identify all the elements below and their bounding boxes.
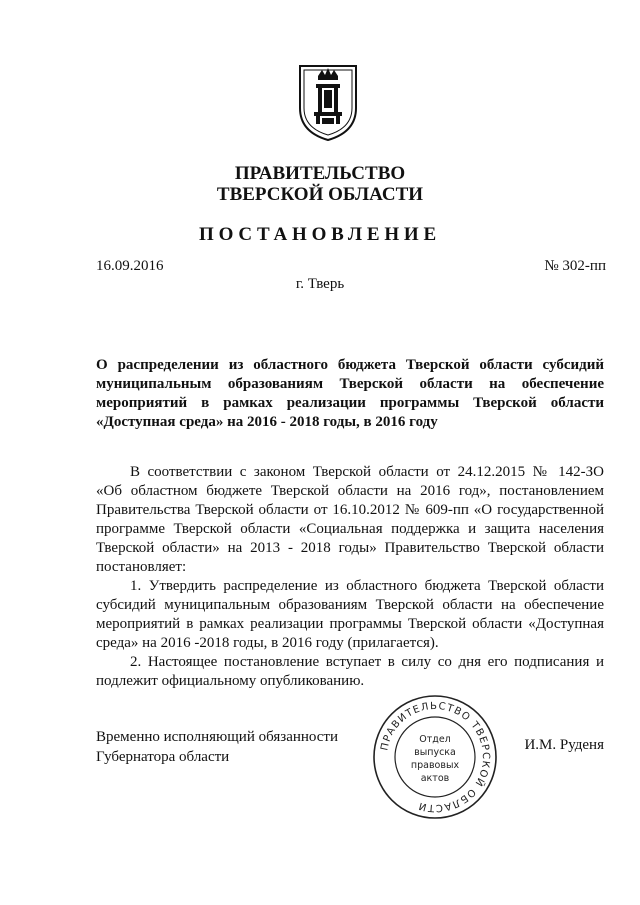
- body-line: 2. Настоящее постановление вступает в силу со дня его подписания и: [130, 654, 604, 670]
- body-line: постановляет:: [96, 559, 187, 575]
- document-date: 16.09.2016: [96, 258, 164, 274]
- signer-position-line2: Губернатора области: [96, 749, 230, 765]
- title-line: О распределении из областного бюджета Тверской области субсидий: [96, 357, 604, 373]
- body-line: Правительства Тверской области от 16.10.2012 № 609-пп «О государственной: [96, 502, 604, 518]
- stamp-ring-text: ПРАВИТЕЛЬСТВО ТВЕРСКОЙ ОБЛАСТИ: [379, 700, 492, 814]
- body-line: 1. Утвердить распределение из областного бюджета Тверской области: [130, 578, 604, 594]
- signature-block: [96, 727, 338, 767]
- coat-of-arms-icon: [296, 62, 360, 142]
- body-line: среда» на 2016 -2018 годы, в 2016 году (прилагается).: [96, 635, 439, 651]
- official-stamp: [371, 693, 499, 821]
- signer-position-line1: Временно исполняющий обязанности: [96, 729, 339, 745]
- title-line: «Доступная среда» на 2016 - 2018 годы, в 2016 году: [96, 414, 438, 430]
- document-body: [96, 463, 604, 691]
- stamp-text-line: актов: [420, 773, 450, 784]
- body-line: программе Тверской области «Социальная поддержка и защита населения: [96, 521, 604, 537]
- body-line: мероприятий в рамках реализации программы Тверской области «Доступная: [96, 616, 604, 632]
- title-line: мероприятий в рамках реализации программы Тверской области: [96, 395, 604, 411]
- organization-name-line1: ПРАВИТЕЛЬСТВО: [234, 163, 406, 184]
- signer-name: И.М. Руденя: [524, 737, 604, 753]
- body-line: субсидий муниципальным образованиям Тверской области на обеспечение: [96, 597, 604, 613]
- body-line: Тверской области» на 2013 - 2018 годы» Правительство Тверской области: [96, 540, 604, 556]
- stamp-text-line: правовых: [410, 760, 460, 771]
- stamp-text-line: выпуска: [414, 747, 456, 758]
- document-city: г. Тверь: [295, 276, 345, 292]
- document-number: № 302-пп: [544, 258, 606, 274]
- title-line: муниципальным образованиям Тверской области на обеспечение: [96, 376, 604, 392]
- body-line: подлежит официальному опубликованию.: [96, 673, 365, 689]
- stamp-text-line: Отдел: [419, 734, 451, 745]
- body-line: «Об областном бюджете Тверской области на 2016 год», постановлением: [96, 483, 604, 499]
- organization-name-line2: ТВЕРСКОЙ ОБЛАСТИ: [216, 184, 424, 205]
- document-title: [96, 356, 604, 432]
- document-type: ПОСТАНОВЛЕНИЕ: [199, 224, 441, 245]
- body-line: В соответствии с законом Тверской области от 24.12.2015 № 142-ЗО: [130, 464, 604, 480]
